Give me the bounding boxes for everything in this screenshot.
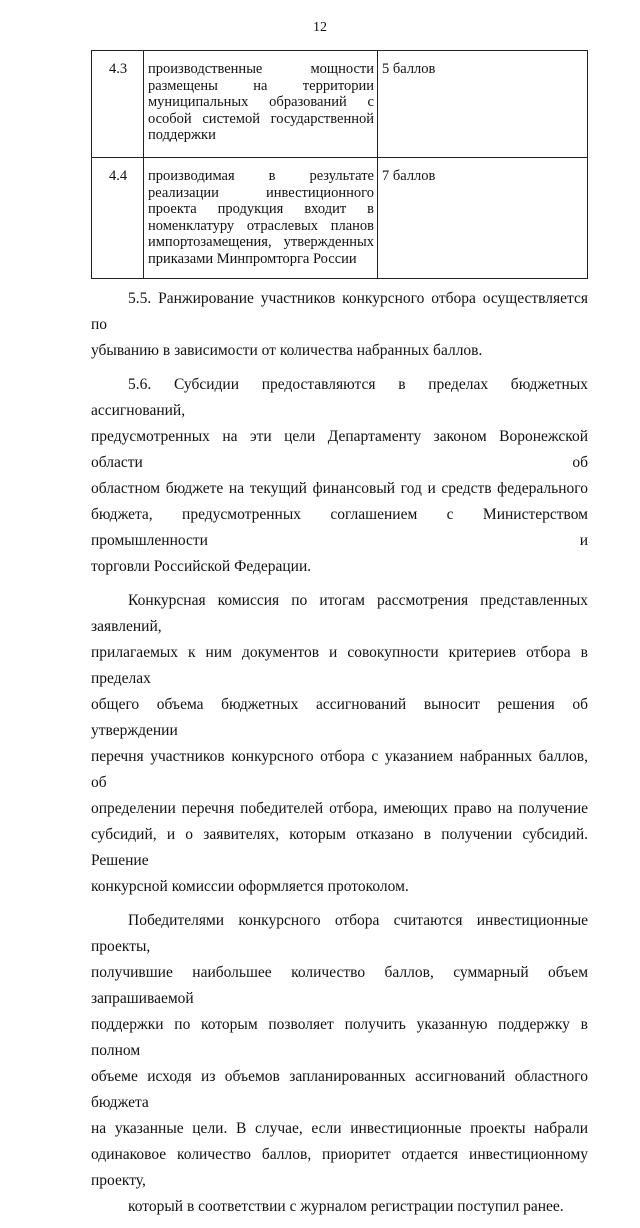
criterion-description <box>144 51 378 158</box>
criterion-line: номенклатуру отраслевых планов <box>148 217 374 234</box>
text-line: общего объема бюджетных ассигнований выносит решения об утверждении <box>91 696 588 739</box>
text-line: прилагаемых к ним документов и совокупности критериев отбора в пределах <box>91 644 588 687</box>
text-line: субсидий, и о заявителях, которым отказано в получении субсидий. Решение <box>91 826 588 869</box>
criterion-line: поддержки <box>148 127 216 143</box>
text-line: предусмотренных на эти цели Департаменту законом Воронежской области об <box>91 428 588 471</box>
paragraph-commission <box>91 588 588 900</box>
text-line: областном бюджете на текущий финансовый год и средств федерального <box>91 480 588 497</box>
row-number: 4.4 <box>92 158 144 279</box>
criterion-line: реализации инвестиционного <box>148 184 374 201</box>
criterion-line: производимая в результате <box>148 168 374 184</box>
table-row <box>92 158 588 279</box>
criterion-score: 7 баллов <box>378 158 588 279</box>
criterion-description <box>144 158 378 279</box>
text-line: 5.5. Ранжирование участников конкурсного отбора осуществляется по <box>91 290 588 333</box>
text-line: убыванию в зависимости от количества набранных баллов. <box>91 342 483 359</box>
row-number: 4.3 <box>92 51 144 158</box>
page-number: 12 <box>313 20 327 35</box>
criterion-line: производственные мощности <box>148 61 374 77</box>
paragraph-winners <box>91 908 588 1220</box>
text-line: объеме исходя из объемов запланированных ассигнований областного бюджета <box>91 1068 588 1111</box>
text-line: поддержки по которым позволяет получить указанную поддержку в полном <box>91 1016 588 1059</box>
table-row <box>92 51 588 158</box>
criterion-line: муниципальных образований с <box>148 94 374 110</box>
text-line: 5.6. Субсидии предоставляются в пределах бюджетных ассигнований, <box>91 376 588 419</box>
text-line: Победителями конкурсного отбора считаются инвестиционные проекты, <box>91 912 588 955</box>
text-line: на указанные цели. В случае, если инвестиционные проекты набрали <box>91 1120 588 1137</box>
text-line: который в соответствии с журналом регистрации поступил ранее. <box>128 1198 564 1215</box>
criterion-line: проекта продукция входит в <box>148 201 374 217</box>
criterion-line: размещены на территории <box>148 77 374 94</box>
paragraph-5-5 <box>91 286 588 364</box>
body-text <box>91 286 588 1228</box>
text-line: бюджета, предусмотренных соглашением с Министерством промышленности и <box>91 506 588 549</box>
criterion-line: приказами Минпромторга России <box>148 250 357 267</box>
criterion-line: особой системой государственной <box>148 110 374 127</box>
text-line: перечня участников конкурсного отбора с указанием набранных баллов, об <box>91 748 588 791</box>
text-line: одинаковое количество баллов, приоритет отдается инвестиционному проекту, <box>91 1146 588 1189</box>
criteria-table <box>91 50 588 279</box>
criterion-line: импортозамещения, утвержденных <box>148 234 374 250</box>
criterion-score: 5 баллов <box>378 51 588 158</box>
text-line: конкурсной комиссии оформляется протоколом. <box>91 878 409 895</box>
text-line: Конкурсная комиссия по итогам рассмотрения представленных заявлений, <box>91 592 588 635</box>
text-line: получившие наибольшее количество баллов, суммарный объем запрашиваемой <box>91 964 588 1007</box>
paragraph-5-6 <box>91 372 588 580</box>
text-line: торговли Российской Федерации. <box>91 558 312 575</box>
text-line: определении перечня победителей отбора, имеющих право на получение <box>91 800 588 817</box>
